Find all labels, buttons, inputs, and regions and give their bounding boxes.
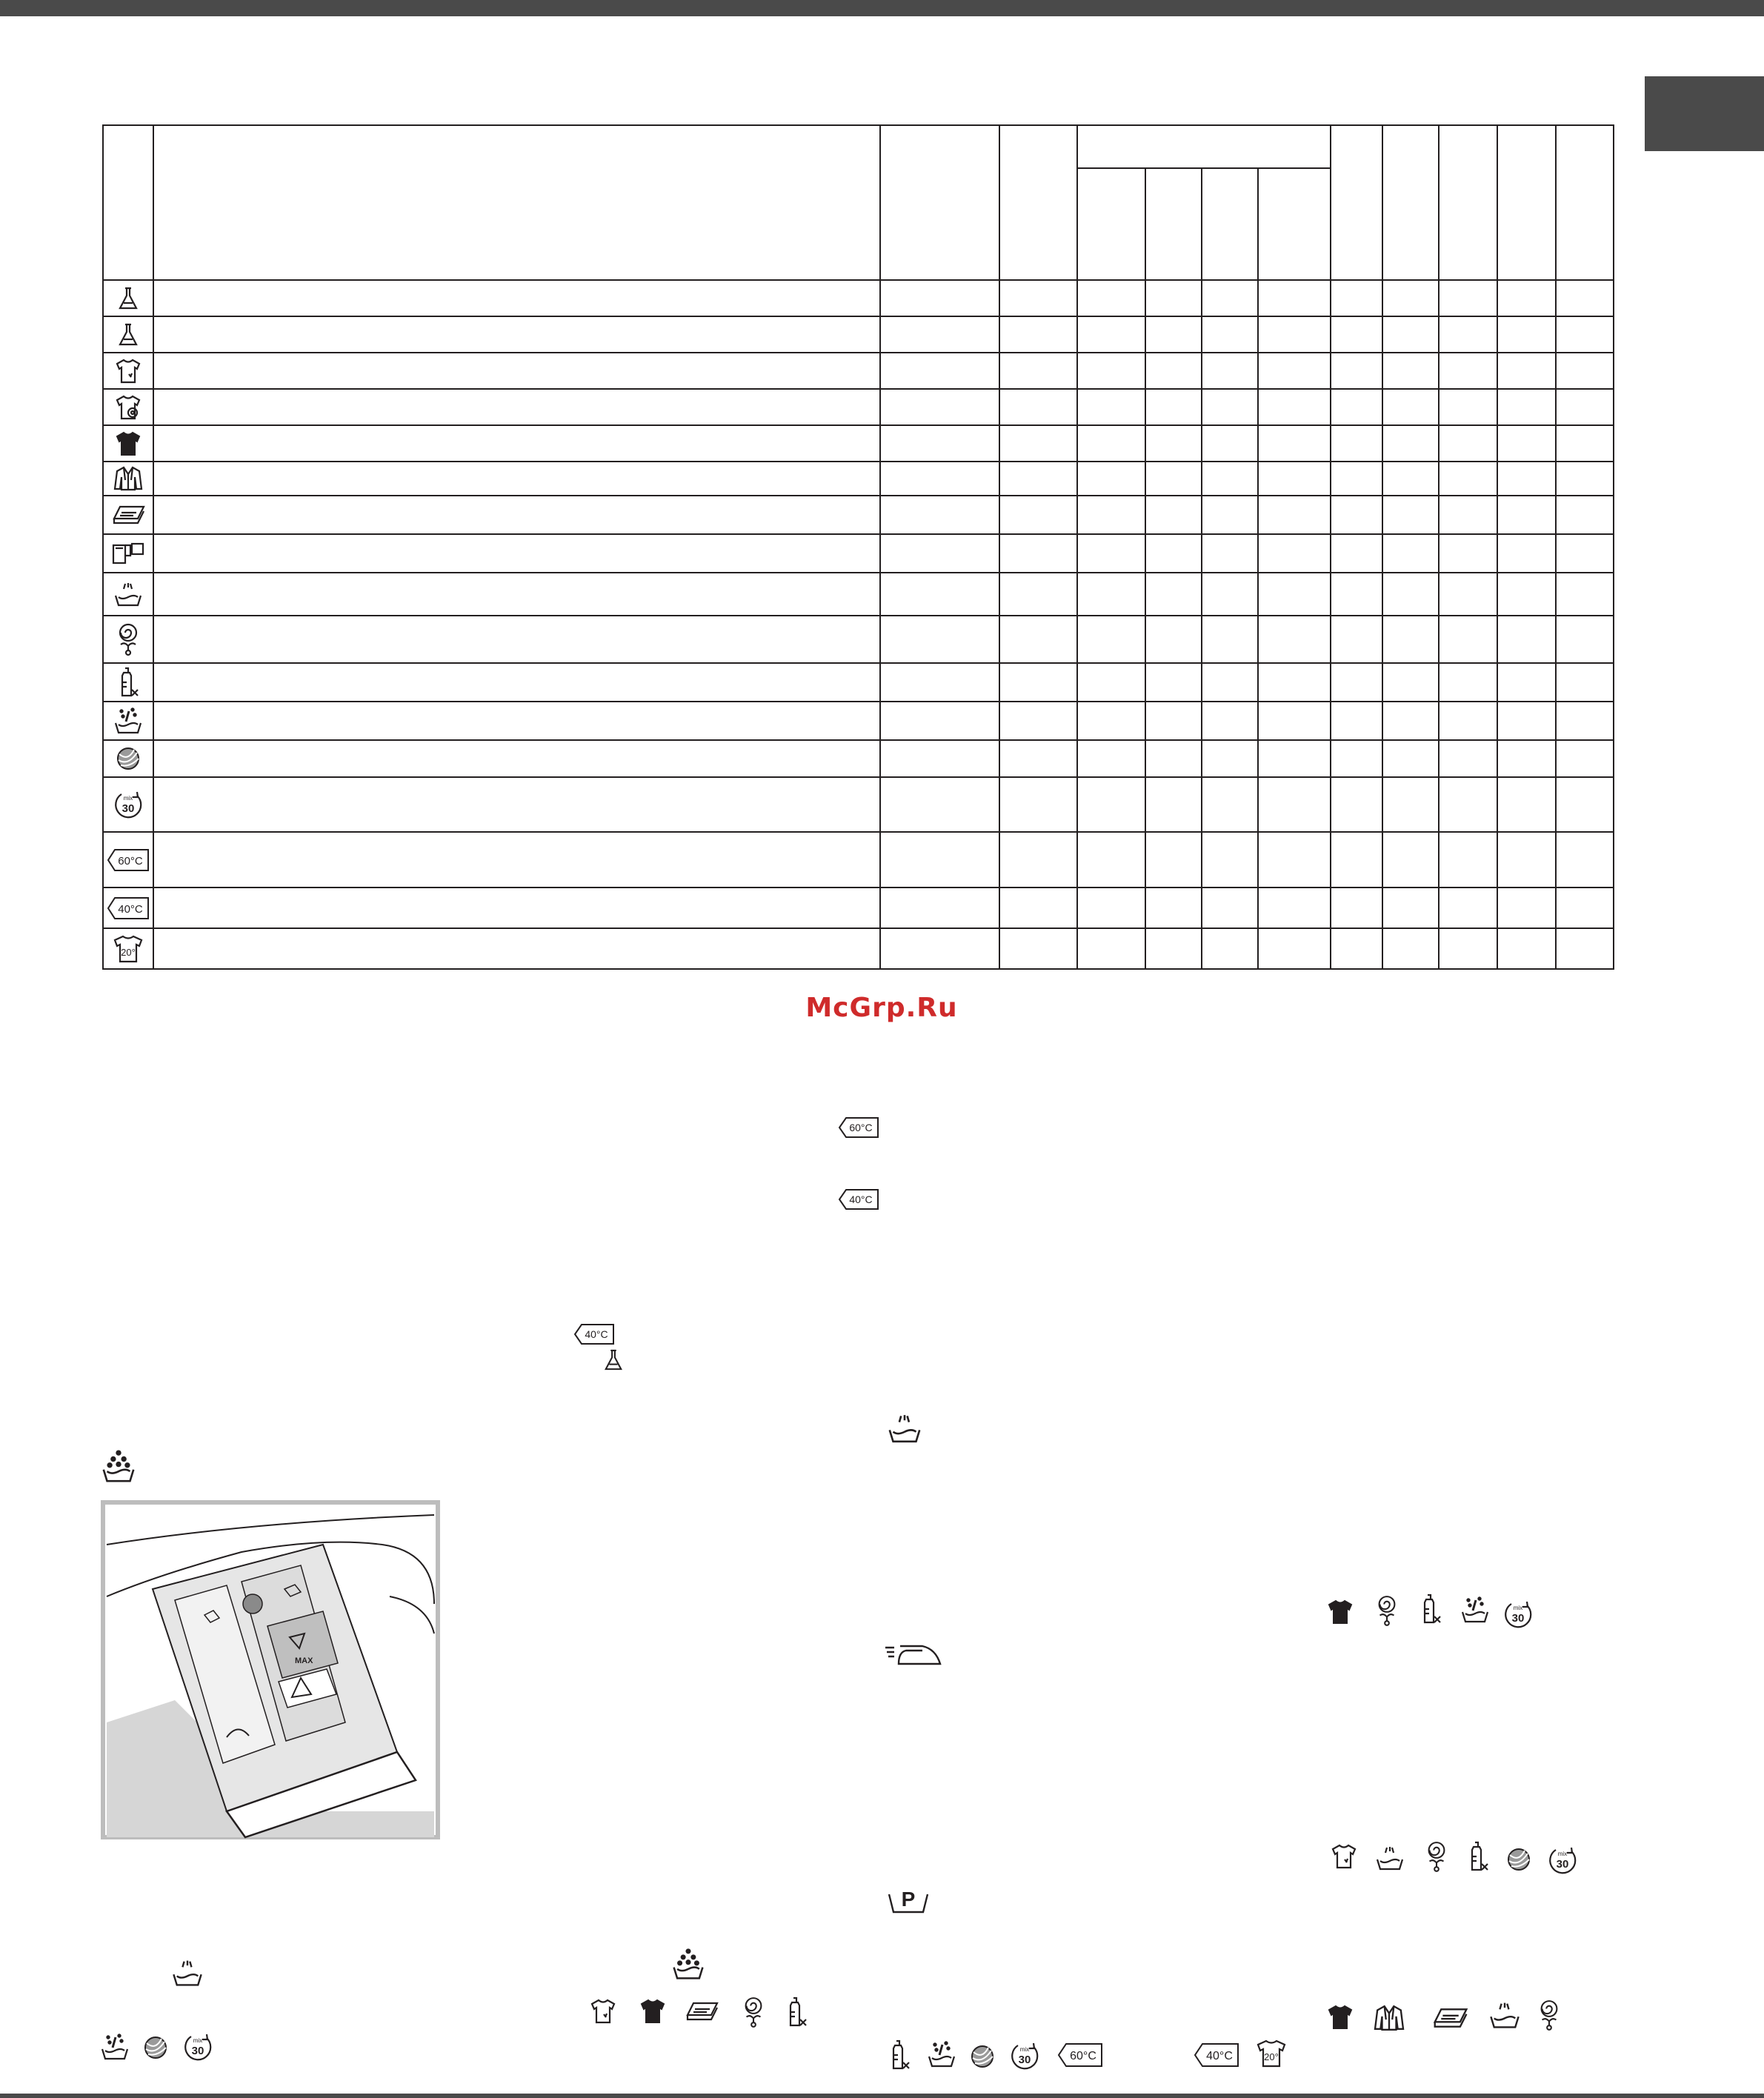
header-cell [1497, 125, 1556, 280]
dark-shirt-icon [1326, 2004, 1354, 2031]
mixed-laundry-icon [111, 541, 145, 566]
mix-30-icon [1009, 2040, 1040, 2071]
table-row [103, 616, 1614, 663]
language-tab [1645, 76, 1764, 151]
temperature-tag-icon [573, 1322, 616, 1346]
svg-text:mix: mix [193, 2037, 203, 2044]
shirts-icon [1372, 2004, 1406, 2032]
wool-spiral-icon [1374, 1594, 1399, 1627]
wool-ball-icon [1505, 1846, 1532, 1873]
temperature-tag-icon [1056, 2042, 1104, 2068]
towel-stack-icon [1431, 2006, 1468, 2030]
shirt-20-icon [112, 934, 144, 964]
svg-text:30: 30 [1018, 2054, 1031, 2066]
table-row [103, 496, 1614, 534]
svg-text:60°C: 60°C [1070, 2050, 1096, 2062]
detergent-flask-icon [603, 1348, 624, 1372]
table-row [103, 534, 1614, 573]
svg-text:40°C: 40°C [585, 1328, 608, 1340]
header-group-cell [1077, 125, 1331, 168]
wool-spiral-icon [1537, 1999, 1562, 2031]
svg-text:20°: 20° [1264, 2051, 1279, 2062]
subheader-cell [1145, 168, 1202, 280]
anti-allergy-icon [99, 2031, 130, 2062]
temperature-tag-icon [837, 1188, 880, 1211]
wool-ball-icon [115, 745, 142, 772]
svg-text:30: 30 [1511, 1612, 1525, 1625]
subheader-cell [1258, 168, 1331, 280]
table-header-row [103, 125, 1614, 168]
delicate-wash-icon [170, 1958, 204, 1988]
mix-30-icon [182, 2031, 213, 2062]
header-cell [999, 125, 1077, 280]
wool-ball-icon [142, 2034, 169, 2061]
baby-bottle-icon [1418, 1593, 1443, 1625]
table-row [103, 573, 1614, 616]
subheader-cell [1202, 168, 1258, 280]
delicate-wash-icon [886, 1412, 923, 1445]
header-cell [1439, 125, 1497, 280]
svg-text:mix: mix [1513, 1605, 1523, 1611]
svg-text:20°: 20° [121, 946, 136, 958]
wool-ball-icon [969, 2043, 996, 2070]
detergent-flask-icon [117, 286, 139, 311]
svg-text:P: P [901, 1888, 916, 1911]
press-symbol-icon [886, 1884, 931, 1916]
mix-30-icon [1547, 1845, 1578, 1876]
anti-allergy-icon [1460, 1594, 1491, 1625]
header-cell [103, 125, 153, 280]
mix-30-icon [113, 789, 144, 820]
table-row [103, 353, 1614, 389]
stained-shirt-icon [114, 358, 142, 384]
iron-icon [884, 1643, 943, 1668]
prewash-icon [100, 1448, 137, 1484]
table-row [103, 425, 1614, 462]
svg-text:60°C: 60°C [849, 1122, 873, 1133]
svg-text:60°C: 60°C [118, 854, 143, 867]
towel-stack-icon [685, 2000, 719, 2022]
dark-shirt-icon [1326, 1599, 1354, 1625]
anti-allergy-icon [113, 705, 144, 736]
table-row [103, 888, 1614, 928]
prewash-icon [670, 1947, 706, 1981]
table-row [103, 928, 1614, 969]
table-row [103, 462, 1614, 496]
dark-shirt-icon [639, 1998, 667, 2025]
table-row [103, 389, 1614, 425]
detergent-flask-icon [117, 322, 139, 347]
svg-text:MAX: MAX [295, 1656, 313, 1665]
temperature-tag-icon [837, 1116, 880, 1139]
table-row [103, 777, 1614, 832]
svg-text:40°C: 40°C [118, 902, 143, 916]
dark-shirt-icon [114, 430, 142, 457]
wool-spiral-icon [741, 1996, 766, 2028]
header-cell [1331, 125, 1382, 280]
anti-allergy-icon [926, 2039, 957, 2070]
stained-shirt-icon [589, 1998, 617, 2025]
header-cell [153, 125, 880, 280]
svg-text:40°C: 40°C [1206, 2050, 1233, 2062]
baby-bottle-icon [887, 2039, 912, 2071]
header-cell [1556, 125, 1614, 280]
table-row [103, 832, 1614, 888]
delicate-wash-icon [1488, 2000, 1522, 2030]
table-row [103, 702, 1614, 740]
shirt-20-icon [1255, 2039, 1288, 2068]
header-cell [1382, 125, 1439, 280]
svg-text:30: 30 [1556, 1858, 1569, 1871]
svg-text:mix: mix [1557, 1851, 1568, 1857]
svg-text:mix: mix [123, 795, 133, 802]
baby-bottle-icon [784, 1996, 809, 2028]
table-row [103, 663, 1614, 702]
temperature-tag-icon [106, 896, 150, 921]
stained-shirt-icon [1330, 1843, 1358, 1870]
wool-spiral-icon [115, 622, 142, 656]
mix-30-icon [1502, 1599, 1534, 1630]
towel-stack-icon [111, 504, 145, 526]
subheader-cell [1077, 168, 1145, 280]
svg-text:30: 30 [191, 2045, 204, 2057]
temperature-tag-icon [1193, 2042, 1240, 2068]
top-bar [0, 0, 1764, 16]
temperature-tag-icon [106, 847, 150, 873]
table-row [103, 740, 1614, 777]
detergent-drawer-illustration [101, 1500, 440, 1839]
shirts-icon [113, 465, 144, 492]
delicate-wash-icon [1374, 1845, 1405, 1871]
programme-table [102, 124, 1614, 970]
header-cell [880, 125, 999, 280]
baby-bottle-icon [116, 666, 141, 699]
table-row [103, 280, 1614, 316]
bottom-bar [0, 2094, 1764, 2098]
heavily-stained-shirt-icon [114, 394, 142, 421]
baby-bottle-icon [1465, 1840, 1491, 1873]
svg-text:mix: mix [1019, 2046, 1030, 2053]
svg-text:30: 30 [122, 802, 135, 815]
watermark: McGrp.Ru [805, 993, 958, 1023]
delicate-wash-icon [113, 581, 144, 607]
svg-text:40°C: 40°C [849, 1193, 873, 1205]
table-row [103, 316, 1614, 353]
wool-spiral-icon [1424, 1840, 1449, 1873]
